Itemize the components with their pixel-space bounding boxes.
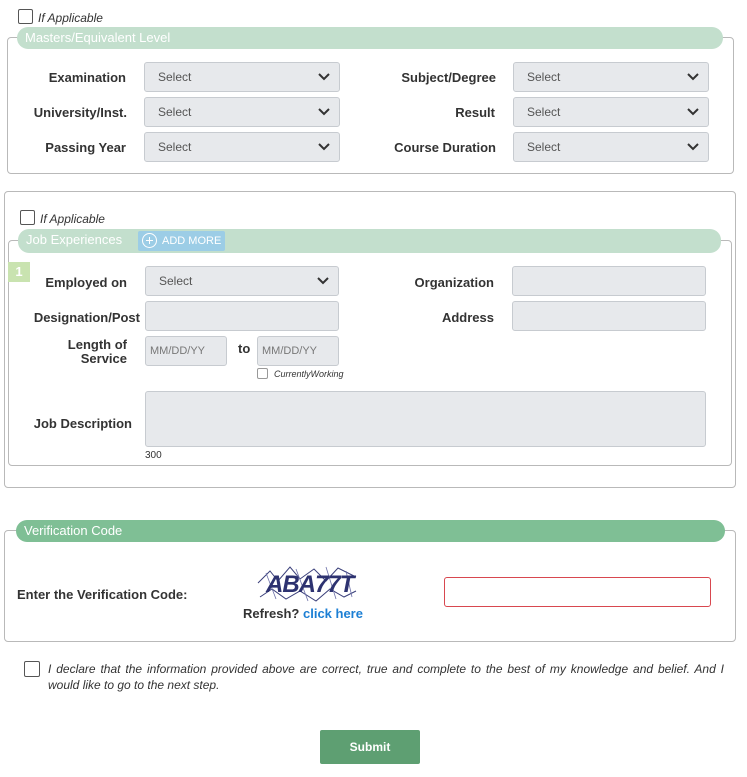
job-section-title [18, 229, 721, 253]
declaration-checkbox[interactable] [24, 661, 40, 677]
subject-degree-label: Subject/Degree [401, 70, 496, 85]
job-section-title-text: Job Experiences [26, 232, 123, 247]
employed-on-label: Employed on [45, 275, 127, 290]
verification-code-label: Enter the Verification Code: [17, 587, 188, 602]
job-description-textarea[interactable] [145, 391, 706, 447]
employed-on-select[interactable] [145, 266, 339, 296]
address-label: Address [441, 310, 494, 325]
examination-select-value: Select [158, 70, 192, 84]
chevron-down-icon [317, 142, 331, 152]
result-label: Result [455, 105, 495, 120]
currently-working-label: CurrentlyWorking [274, 369, 344, 379]
service-from-date-input[interactable]: MM/DD/YY [145, 336, 227, 366]
submit-button[interactable]: Submit [320, 730, 420, 764]
address-input[interactable] [512, 301, 706, 331]
organization-input[interactable] [512, 266, 706, 296]
organization-label: Organization [414, 275, 494, 290]
refresh-text: Refresh? [243, 606, 300, 621]
passing-year-select[interactable] [144, 132, 340, 162]
currently-working-checkbox[interactable] [257, 368, 268, 379]
job-description-char-count: 300 [145, 450, 162, 461]
chevron-down-icon [316, 276, 330, 286]
university-label: University/Inst. [33, 105, 127, 120]
verification-code-input[interactable] [444, 577, 711, 607]
length-of-service-line1: Length of [67, 337, 127, 352]
result-select-value: Select [527, 105, 561, 119]
passing-year-select-value: Select [158, 140, 192, 154]
examination-select[interactable] [144, 62, 340, 92]
refresh-captcha-link[interactable]: click here [302, 606, 363, 621]
subject-degree-select-value: Select [527, 70, 561, 84]
masters-if-applicable-checkbox[interactable] [18, 9, 33, 24]
employed-on-select-value: Select [159, 274, 193, 288]
university-select[interactable] [144, 97, 340, 127]
chevron-down-icon [317, 107, 331, 117]
verification-section-title: Verification Code [16, 520, 725, 542]
examination-label: Examination [48, 70, 126, 85]
captcha-image [256, 563, 358, 605]
job-entry-number: 1 [8, 262, 30, 282]
captcha-text: ABA77T [266, 571, 354, 598]
add-more-button[interactable] [138, 231, 225, 251]
declaration-line2: would like to go to the next step. [48, 678, 220, 692]
to-label: to [238, 341, 251, 356]
university-select-value: Select [158, 105, 192, 119]
jobs-if-applicable-checkbox[interactable] [20, 210, 35, 225]
passing-year-label: Passing Year [45, 140, 126, 155]
add-more-label: ADD MORE [162, 235, 222, 247]
plus-circle-icon [142, 233, 157, 248]
jobs-if-applicable-label: If Applicable [40, 212, 105, 226]
designation-input[interactable] [145, 301, 339, 331]
chevron-down-icon [686, 107, 700, 117]
length-of-service-line2: Service [80, 351, 127, 366]
result-select[interactable] [513, 97, 709, 127]
designation-label: Designation/Post [33, 310, 140, 325]
course-duration-select[interactable] [513, 132, 709, 162]
length-of-service-label [10, 338, 127, 366]
declaration-text [48, 661, 724, 693]
chevron-down-icon [686, 142, 700, 152]
masters-if-applicable-label: If Applicable [38, 11, 103, 25]
masters-section-title: Masters/Equivalent Level [17, 27, 723, 49]
captcha-refresh [243, 606, 363, 621]
service-to-date-input[interactable]: MM/DD/YY [257, 336, 339, 366]
course-duration-label: Course Duration [394, 140, 496, 155]
chevron-down-icon [686, 72, 700, 82]
course-duration-select-value: Select [527, 140, 561, 154]
declaration-line1: I declare that the information provided above are correct, true and complete to the best of my knowledge and belief. And I [48, 662, 724, 676]
job-description-label: Job Description [33, 416, 132, 431]
chevron-down-icon [317, 72, 331, 82]
subject-degree-select[interactable] [513, 62, 709, 92]
